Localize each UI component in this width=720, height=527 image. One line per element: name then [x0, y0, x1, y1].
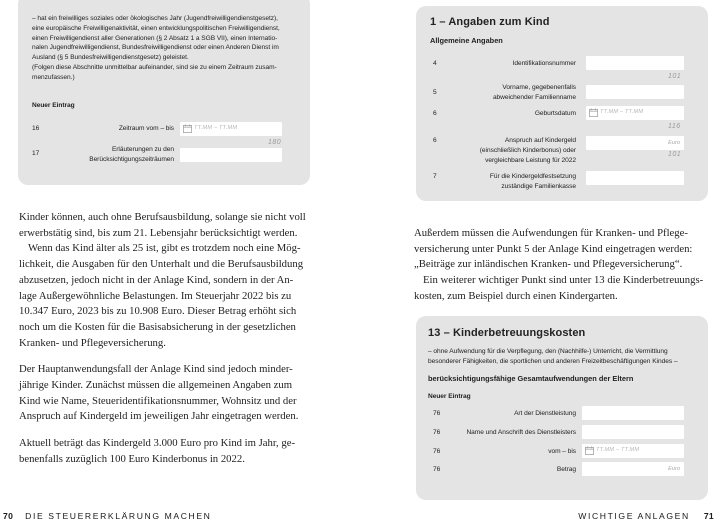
- text-line: Aktuell beträgt das Kindergeld 3.000 Euro pro Kind im Jahr, ge-: [19, 437, 296, 450]
- row-label-dienstleister: Name und Anschrift des Dienstleisters: [466, 429, 576, 436]
- familienkasse-input[interactable]: [586, 171, 684, 185]
- geburtsdatum-placeholder: TT.MM – TT.MM: [600, 109, 644, 115]
- field-code: 101: [668, 73, 682, 80]
- running-title: WICHTIGE ANLAGEN: [578, 511, 690, 521]
- label-line: abweichender Familienname: [492, 93, 576, 101]
- paragraph: [19, 210, 314, 241]
- label-line: zuständige Familienkasse: [501, 182, 576, 190]
- row-number: 5: [433, 89, 437, 96]
- label-line: vergleichbare Leistung für 2022: [485, 156, 576, 164]
- row-label-kindergeld: [456, 136, 576, 165]
- intro-line: – ohne Aufwendung für die Verpflegung, den (Nachhilfe-) Unterricht, die Vermittlung: [428, 348, 668, 355]
- label-line: (einschließlich Kinderbonus) oder: [479, 146, 576, 154]
- field-code: 116: [668, 123, 681, 130]
- intro-text: [428, 347, 677, 367]
- text-line: Außerdem müssen die Aufwendungen für Kranken- und Pflege-: [414, 227, 688, 239]
- row-label-vorname: [456, 83, 576, 103]
- form-title: 13 – Kinderbetreuungskosten: [428, 327, 586, 339]
- text-line: Kranken- und Pflegeversicherung.: [19, 336, 166, 349]
- field-code: 101: [668, 151, 682, 158]
- text-line: Wenn das Kind älter als 25 ist, gibt es trotzdem noch eine Mög-: [28, 242, 301, 255]
- row-label-dienstleistung: Art der Dienstleistung: [514, 410, 576, 417]
- text-line: abzusetzen, jedoch nicht in der Anlage Kind, sondern in der An-: [19, 273, 294, 286]
- field-code: 180: [268, 139, 282, 146]
- geburtsdatum-input[interactable]: [586, 106, 684, 120]
- note-line: (Folgen diese Abschnitte unmittelbar aufeinander, sind sie zu einem Zeitraum zusam-: [32, 63, 277, 71]
- intro-line: – hat ein freiwilliges soziales oder ökologisches Jahr (Jugendfreiwilligendienstgesetz),: [32, 15, 278, 22]
- intro-line: einen Freiwilligendienst aller Generationen (§ 2 Absatz 1 a SGB VII), einen Internatio-: [32, 34, 278, 42]
- footer-left: [3, 511, 211, 521]
- form-box-angaben-zum-kind: [416, 6, 708, 201]
- paragraph: [19, 436, 314, 467]
- paragraph: [414, 273, 712, 304]
- subheading-neuer-eintrag: Neuer Eintrag: [32, 102, 75, 109]
- right-body-text: [414, 226, 712, 305]
- row-label-identifikationsnummer: Identifikationsnummer: [512, 60, 576, 67]
- unit-euro: Euro: [668, 466, 680, 472]
- calendar-icon: [183, 124, 192, 133]
- running-title: DIE STEUERERKLÄRUNG MACHEN: [25, 511, 212, 521]
- zeitraum-input[interactable]: [180, 122, 282, 136]
- form-title: 1 – Angaben zum Kind: [430, 16, 550, 28]
- intro-line: eine europäische Freiwilligenaktivität, einen entwicklungspolitischen Freiwilligendienst,: [32, 24, 280, 32]
- row-number: 16: [32, 125, 40, 132]
- vom-bis-placeholder: TT.MM – TT.MM: [596, 447, 640, 453]
- unit-euro: Euro: [668, 140, 680, 146]
- row-label-vom-bis: vom – bis: [548, 448, 576, 455]
- row-number: 76: [433, 410, 441, 417]
- text-line: lage Außergewöhnliche Belastungen. Im Steuerjahr 2022 bis zu: [19, 289, 292, 302]
- note-line: menzufassen.): [32, 73, 75, 81]
- text-line: Ein weiterer wichtiger Punkt sind unter 13 die Kinderbetreuungs-: [423, 274, 704, 287]
- intro-line: nalen Jugendfreiwilligendienst, Bundesfreiwilligendienst oder einen Anderen Dienst im: [32, 44, 279, 52]
- dienstleister-input[interactable]: [582, 425, 684, 439]
- label-line: Anspruch auf Kindergeld: [504, 137, 576, 144]
- form-box-kinderbetreuungskosten: [416, 316, 708, 500]
- intro-text: [32, 14, 280, 83]
- text-line: noch um die Kosten für die Basisabsicherung in der gesetzlichen: [19, 320, 296, 333]
- row-label-familienkasse: [456, 172, 576, 192]
- row-number: 76: [433, 448, 441, 455]
- dienstleistung-input[interactable]: [582, 406, 684, 420]
- text-line: 10.347 Euro, 2023 bis zu 10.908 Euro. Dieser Betrag erhöht sich: [19, 305, 297, 318]
- paragraph: [19, 362, 314, 425]
- form-box-freiwilligendienst: [18, 0, 310, 185]
- text-line: erwerbstätig sind, bis zum 21. Lebensjahr berücksichtigt werden.: [19, 226, 298, 239]
- section-heading: berücksichtigungsfähige Gesamtaufwendungen der Eltern: [428, 374, 634, 383]
- text-line: Der Hauptanwendungsfall der Anlage Kind sind jedoch minder-: [19, 363, 293, 376]
- text-line: Kinder können, auch ohne Berufsausbildung, solange sie nicht voll: [19, 211, 306, 223]
- footer-right: [578, 511, 714, 521]
- vorname-input[interactable]: [586, 85, 684, 99]
- row-number: 4: [433, 60, 437, 67]
- vom-bis-input[interactable]: [582, 444, 684, 458]
- row-label-betrag: Betrag: [556, 466, 576, 473]
- row-number: 76: [433, 466, 441, 473]
- text-line: Anspruch auf Kindergeld im jeweiligen Jahr eingetragen werden.: [19, 410, 299, 423]
- form-subtitle: Allgemeine Angaben: [430, 36, 503, 45]
- label-line: Für die Kindergeldfestsetzung: [489, 173, 576, 180]
- row-label-erlaeuterungen: [76, 145, 174, 165]
- row-number: 17: [32, 150, 40, 157]
- left-body-text: [19, 210, 314, 468]
- kindergeld-input[interactable]: [586, 136, 684, 150]
- paragraph: [414, 226, 712, 273]
- text-line: lichkeit, die Ausgaben für den Unterhalt und die Berufsausbildung: [19, 258, 304, 271]
- text-line: jährige Kinder. Zunächst müssen die allgemeinen Angaben zum: [19, 379, 293, 392]
- calendar-icon: [585, 446, 594, 455]
- row-number: 6: [433, 137, 437, 144]
- text-line: benenfalls zuzüglich 100 Euro Kinderbonus in 2022.: [19, 452, 245, 465]
- zeitraum-placeholder: TT.MM – TT.MM: [194, 125, 238, 131]
- betrag-input[interactable]: [582, 462, 684, 476]
- page-number: 70: [3, 511, 14, 521]
- paragraph: [19, 241, 314, 351]
- text-line: kosten, zum Beispiel durch einen Kindergarten.: [414, 289, 618, 302]
- row-label-zeitraum: Zeitraum vom – bis: [118, 125, 174, 132]
- label-line: Erläuterungen zu den: [111, 146, 174, 153]
- label-line: Vorname, gegebenenfalls: [502, 84, 576, 91]
- label-line: Berücksichtigungszeiträumen: [89, 155, 174, 163]
- subheading-neuer-eintrag: Neuer Eintrag: [428, 393, 471, 400]
- erlaeuterungen-input[interactable]: [180, 148, 282, 162]
- text-line: Kind wie Name, Steueridentifikationsnummer, Wohnsitz und der: [19, 394, 297, 407]
- text-line: „Beiträge zur inländischen Kranken- und Pflegeversicherung“.: [414, 258, 683, 271]
- row-number: 76: [433, 429, 441, 436]
- text-line: versicherung unter Punkt 5 der Anlage Kind eingetragen werden:: [414, 242, 693, 255]
- calendar-icon: [589, 108, 598, 117]
- row-label-geburtsdatum: Geburtsdatum: [534, 110, 576, 117]
- identifikationsnummer-input[interactable]: [586, 56, 684, 70]
- page-number: 71: [703, 511, 714, 521]
- row-number: 6: [433, 110, 437, 117]
- intro-line: besonderer Fähigkeiten, die sportlichen und anderen Freizeitbeschäftigungen Kindes –: [428, 357, 678, 365]
- row-number: 7: [433, 173, 437, 180]
- intro-line: Ausland (§ 5 Bundesfreiwilligendienstgesetz) geleistet.: [32, 54, 189, 62]
